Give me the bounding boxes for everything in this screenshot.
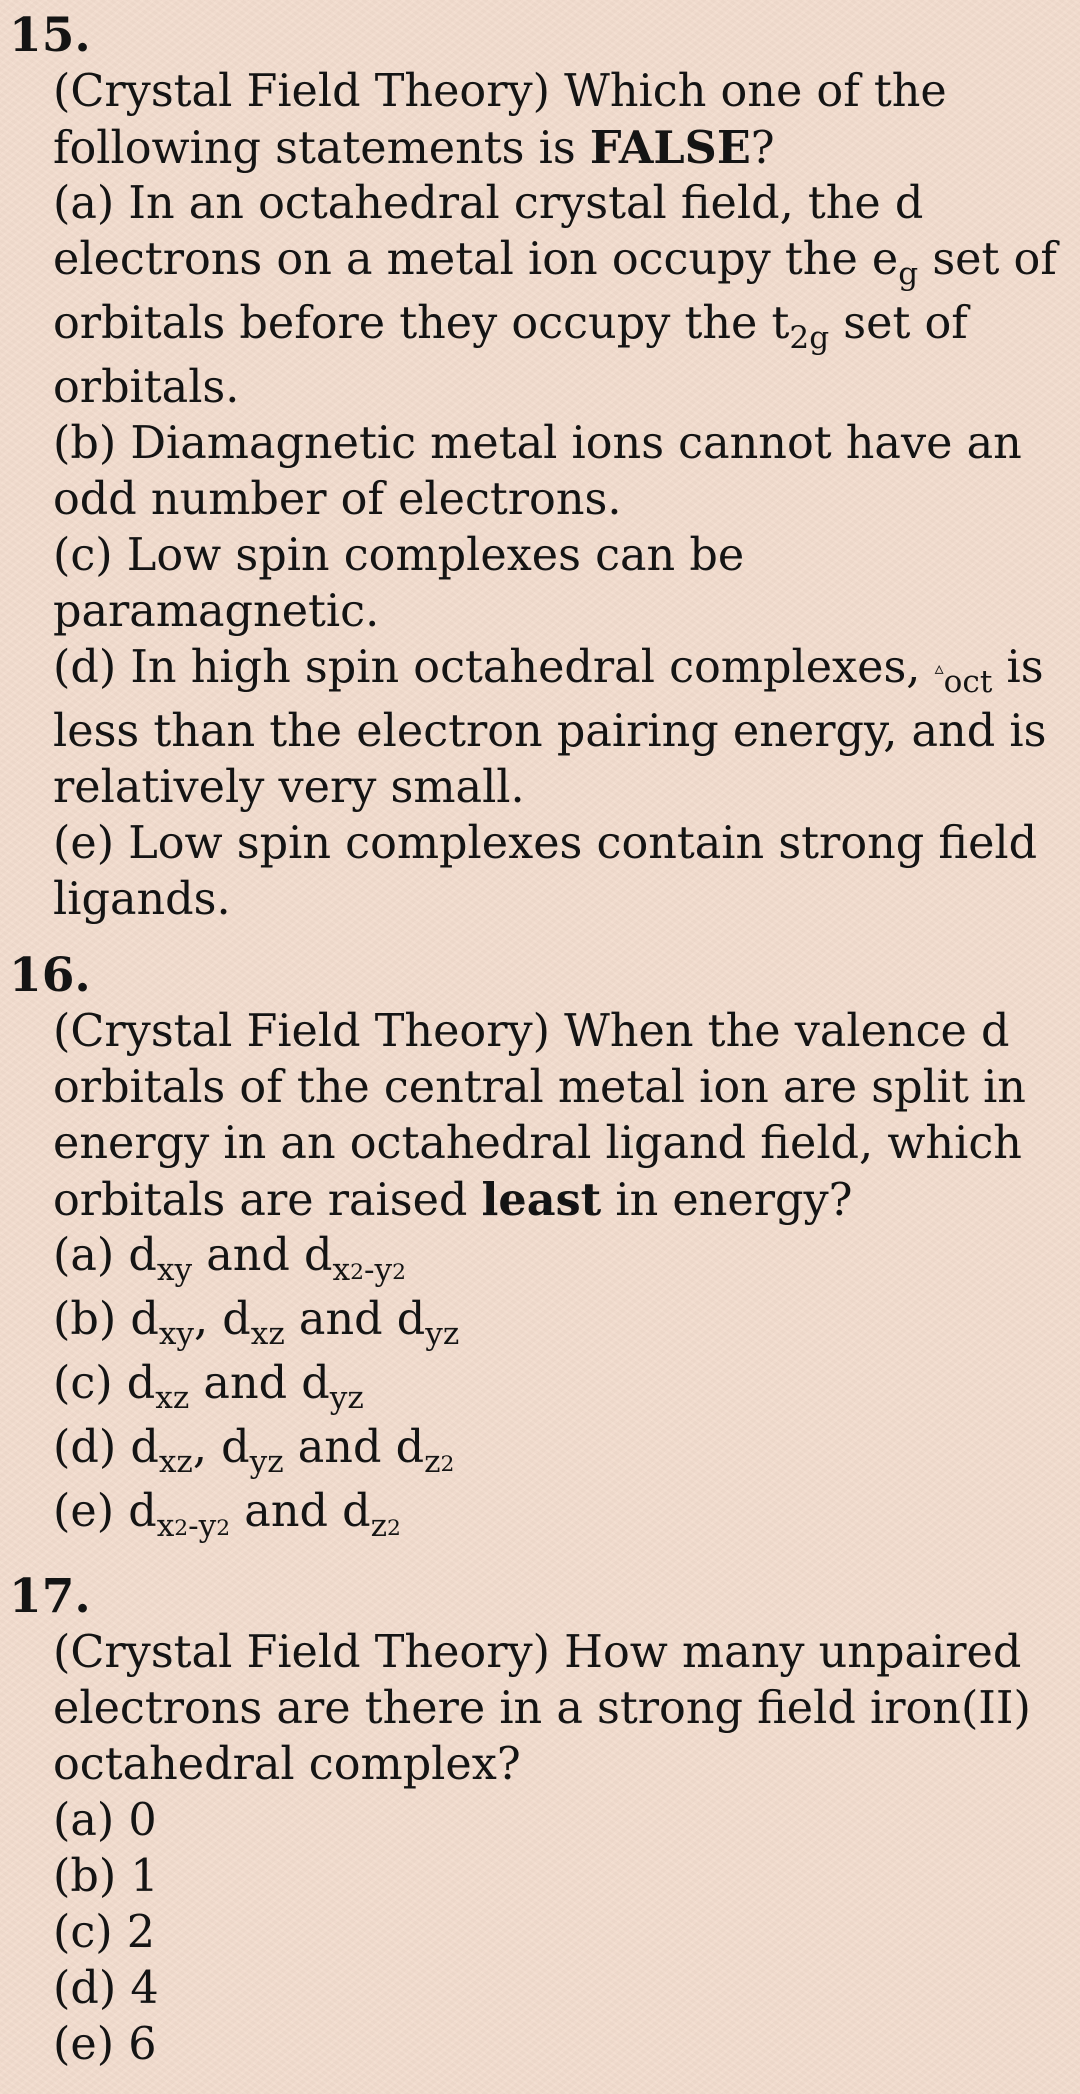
question-stem-line: (Crystal Field Theory) How many unpaired (53, 1627, 1022, 1678)
emphasis-least: least (481, 1174, 602, 1226)
question-number: 17. (9, 1569, 91, 1624)
option-d: (d) 4 (53, 1963, 159, 2014)
question-stem-line: energy in an octahedral ligand field, which (53, 1118, 1022, 1169)
delta-symbol: ▵ (934, 657, 944, 679)
option-c: (c) 2 (53, 1907, 156, 1958)
question-stem-line: orbitals are raised least in energy? (53, 1174, 853, 1226)
option-b: (b) $d_{xy}$, $d_{xz}$ and $d_{yz}$ (53, 1294, 460, 1352)
option-d-line: (d) In high spin octahedral complexes, $▵_{oct}$ is (53, 642, 1044, 700)
option-c-line: paramagnetic. (53, 586, 380, 637)
option-a-line: orbitals. (53, 362, 240, 413)
question-number: 15. (9, 8, 91, 63)
option-a-line: (a) In an octahedral crystal field, the d (53, 178, 924, 229)
option-c-line: (c) Low spin complexes can be (53, 530, 745, 581)
option-a: (a) 0 (53, 1795, 157, 1846)
question-stem-line: (Crystal Field Theory) Which one of the (53, 66, 947, 117)
option-b: (b) 1 (53, 1851, 159, 1902)
question-stem-line: octahedral complex? (53, 1739, 521, 1790)
option-d-line: relatively very small. (53, 762, 525, 813)
option-a-line: electrons on a metal ion occupy the $e_g$ set of (53, 234, 1057, 292)
question-number: 16. (9, 948, 91, 1003)
option-d: (d) $d_{xz}$, $d_{yz}$ and $d_{z^2}$ (53, 1422, 455, 1480)
question-stem-line: electrons are there in a strong field iron(II) (53, 1683, 1031, 1734)
option-e: (e) 6 (53, 2019, 157, 2070)
option-d-line: less than the electron pairing energy, and is (53, 706, 1047, 757)
option-a: (a) $d_{xy}$ and $d_{x^2-y^2}$ (53, 1230, 406, 1288)
option-e-line: (e) Low spin complexes contain strong field (53, 818, 1038, 869)
question-stem-line: orbitals of the central metal ion are split in (53, 1062, 1026, 1113)
question-body (53, 1004, 1073, 1548)
question-stem-line: following statements is FALSE? (53, 122, 775, 174)
option-e-line: ligands. (53, 874, 231, 925)
option-b-line: (b) Diamagnetic metal ions cannot have an (53, 418, 1022, 469)
option-a-line: orbitals before they occupy the $t_{2g}$ set of (53, 298, 968, 356)
option-b-line: odd number of electrons. (53, 474, 622, 525)
question-stem-line: (Crystal Field Theory) When the valence d (53, 1006, 1010, 1057)
option-e: (e) $d_{x^2-y^2}$ and $d_{z^2}$ (53, 1486, 401, 1544)
option-c: (c) $d_{xz}$ and $d_{yz}$ (53, 1358, 364, 1416)
question-body (53, 64, 1073, 928)
emphasis-false: FALSE (589, 122, 751, 174)
question-body (53, 1625, 1073, 2073)
